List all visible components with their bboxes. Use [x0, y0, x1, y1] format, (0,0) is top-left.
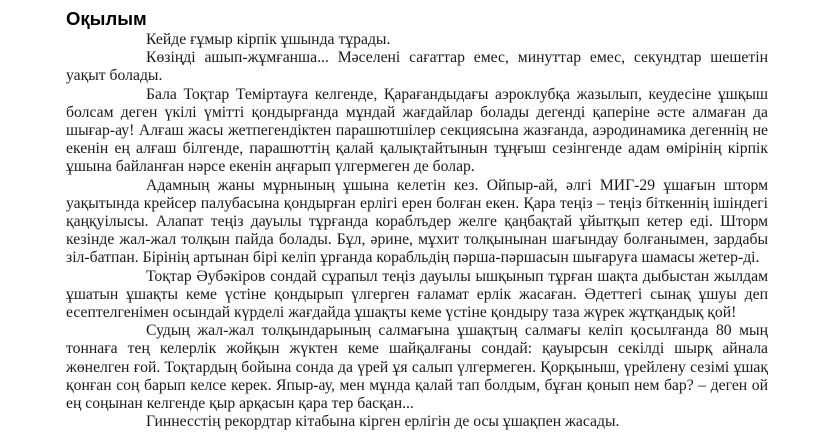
reading-text: [66, 31, 768, 431]
paragraph: Кейде ғұмыр кірпік ұшында тұрады.: [146, 31, 391, 48]
section-heading: Оқылым: [66, 8, 147, 29]
paragraph: Көзіңді ашып-жұмғанша... Мәселені сағаттар емес, минуттар емес, секундтар шешетін уақыт болады.: [66, 49, 768, 85]
paragraph: Бала Тоқтар Теміртауға келгенде, Қарағандыдағы аэроклубқа жазылып, кеудесіне ұшқыш болсам деген үкілі үмітті қондырғанда мұндай жағдайлар болады дегенді қаперіне әсте алмаған да шығар-ау! Алғаш жасы жетпегендіктен парашютшілер секциясына жазғанда, аэродинамика дегеннің не екенін ең алғаш білгенде, парашюттің қалай қалықтайтынын тұңғыш сезінгенде адам өмірінің кірпік ұшына байланған нәрсе екенін аңғарып үлгермеген де болар.: [66, 85, 768, 176]
paragraph: Тоқтар Әубәкіров сондай сұрапыл теңіз дауылы ышқынып тұрған шақта дыбыстан жылдам ұшатын ұшақты кеме үстіне қондырып үлгерген ғаламат ерлік жасаған. Әдеттегі сынақ ұшуы деп есептелгенімен осындай күрделі жағдайда ұшақты кеме үстіне қондыру таза жүрек жұтқандық қой!: [66, 267, 768, 322]
paragraph: Судың жал-жал толқындарының салмағына ұшақтың салмағы келіп қосылғанда 80 мың тоннаға тең келерлік жойқын жүктен кеме шайқалғаны сондай: қауырсын секілді шырқ айнала жөнелген ғой. Тоқтардың бойына сонда да үрей ұя салып үлгермеген. Қорқыныш, үрейлену сезімі ұшақ қонған соң барып келсе керек. Япыр-ау, мен мұнда қалай тап болдым, бұған қонып нем бар? – деген ой ең соңынан келгенде қыр арқасын қара тер басқан...: [66, 322, 768, 413]
paragraph: Гиннесстің рекордтар кітабына кірген ерлігін де осы ұшақпен жасады.: [146, 413, 620, 431]
paragraph: Адамның жаны мұрнының ұшына келетін кез. Ойпыр-ай, әлгі МИГ-29 ұшағын шторм уақытында крейсер палубасына қондырған ерлігі ерен болған екен. Қара теңіз – теңіз біткеннің ішіндегі қаңқуілысы. Алапат теңіз дауылы тұрғанда кораблъдер желге қаңбақтай ұйытқып кетер еді. Шторм кезінде жал-жал толқын пайда болады. Бұл, әрине, мұхит толқынынан шағындау болғанымен, зардабы зіл-батпан. Бірінің артынан бірі келіп ұрғанда корабльдің пәрша-пәршасын шығаруға шамасы жетер-ді.: [66, 176, 768, 267]
